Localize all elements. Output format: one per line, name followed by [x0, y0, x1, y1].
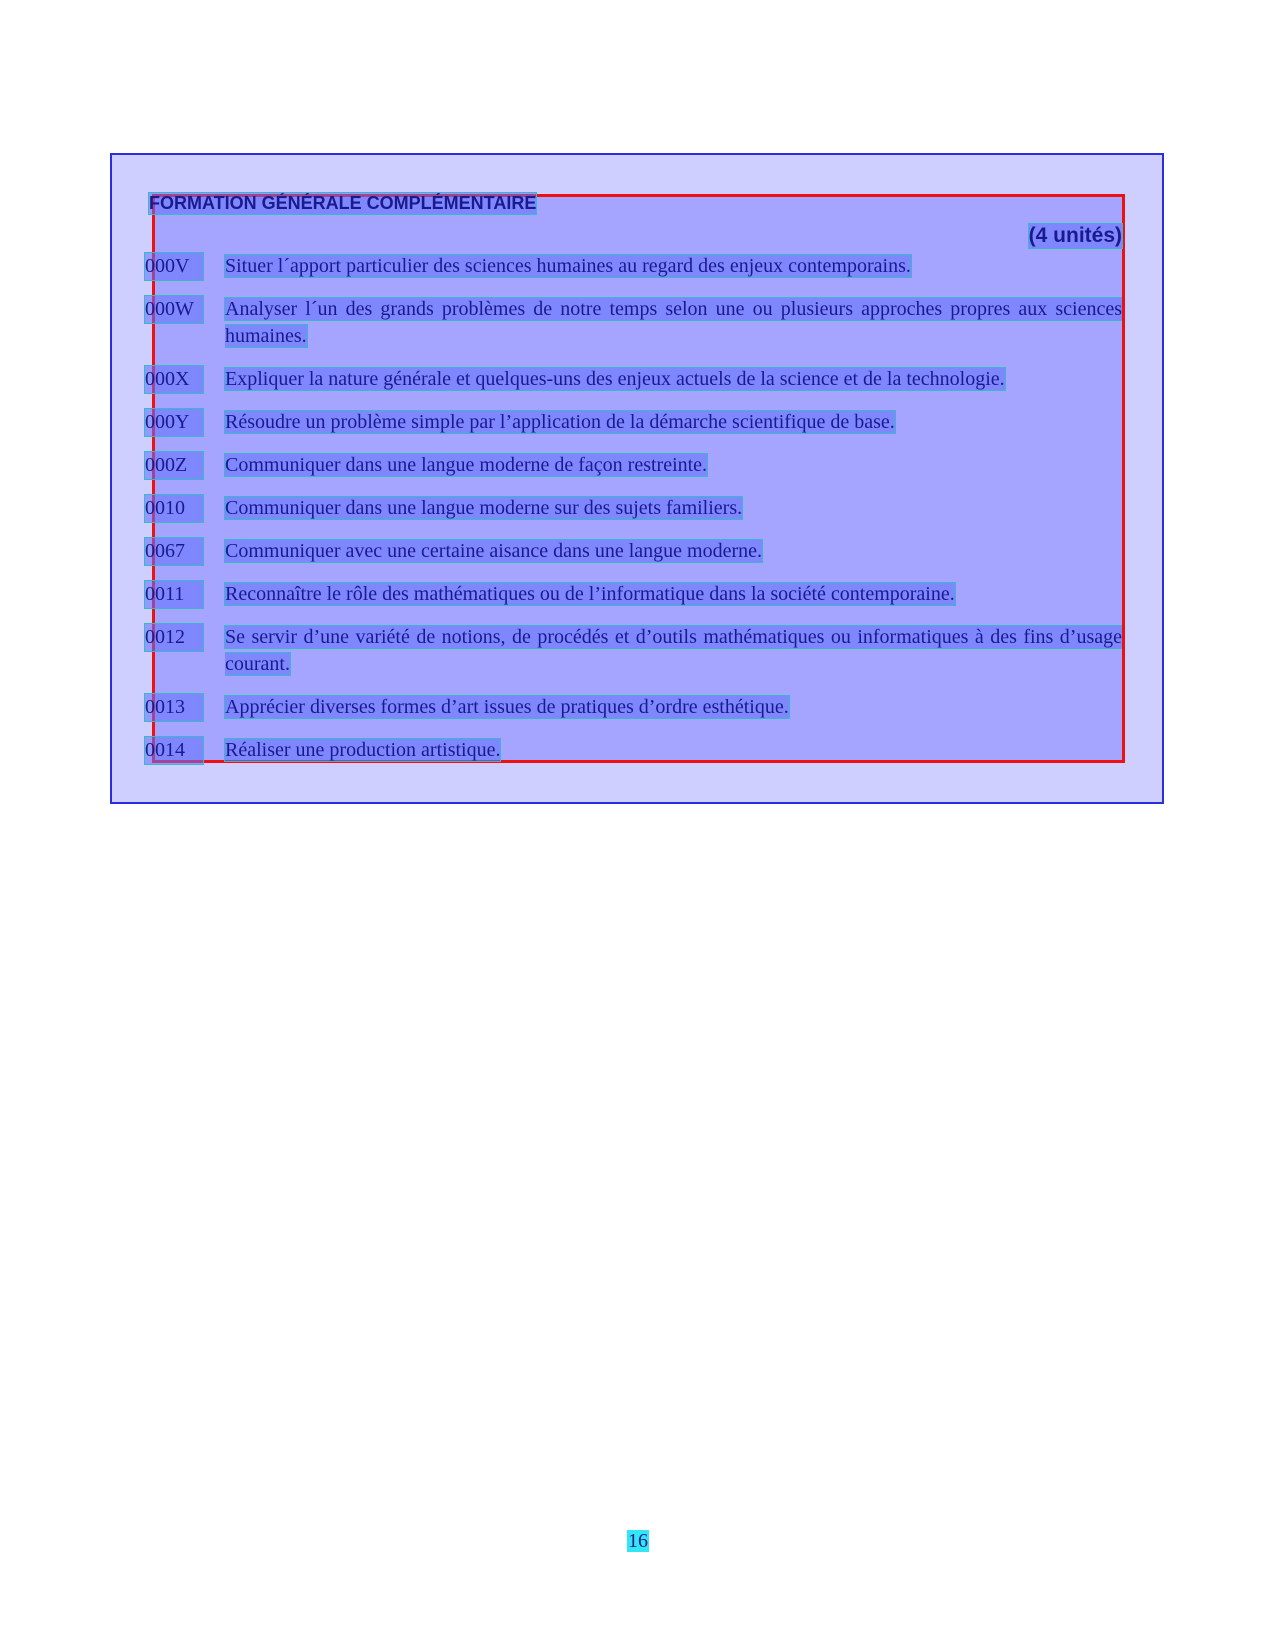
section-title: FORMATION GÉNÉRALE COMPLÉMENTAIRE — [149, 193, 537, 213]
competency-code: 000W — [145, 296, 203, 323]
competency-code: 000X — [145, 366, 203, 393]
competency-code: 0014 — [145, 737, 203, 764]
competency-description: Communiquer dans une langue moderne sur des sujets familiers. — [225, 497, 743, 519]
competency-description: Communiquer avec une certaine aisance dans une langue moderne. — [225, 540, 763, 562]
competency-description: Se servir d’une variété de notions, de procédés et d’outils mathématiques ou informatiques à des fins d’usage courant. — [225, 626, 1122, 675]
content-frame — [145, 193, 1125, 763]
competency-code: 0011 — [145, 581, 203, 608]
competency-code: 0010 — [145, 495, 203, 522]
competency-code: 0013 — [145, 694, 203, 721]
competency-code: 000V — [145, 253, 203, 280]
units-label: (4 unités) — [1028, 224, 1122, 247]
competency-code: 0067 — [145, 538, 203, 565]
competency-description: Situer l´apport particulier des sciences humaines au regard des enjeux contemporains. — [225, 255, 911, 277]
competency-description: Communiquer dans une langue moderne de façon restreinte. — [225, 454, 708, 476]
page-number: 16 — [628, 1530, 648, 1552]
competency-description: Réaliser une production artistique. — [225, 739, 501, 761]
competency-description: Expliquer la nature générale et quelques-uns des enjeux actuels de la science et de la technologie. — [225, 368, 1005, 390]
competency-code: 000Y — [145, 409, 203, 436]
competency-description: Analyser l´un des grands problèmes de notre temps selon une ou plusieurs approches propres aux sciences humaines. — [225, 298, 1122, 347]
competency-description: Résoudre un problème simple par l’application de la démarche scientifique de base. — [225, 411, 895, 433]
competency-description: Reconnaître le rôle des mathématiques ou de l’informatique dans la société contemporaine. — [225, 583, 955, 605]
competency-description: Apprécier diverses formes d’art issues de pratiques d’ordre esthétique. — [225, 696, 789, 718]
competency-code: 000Z — [145, 452, 203, 479]
competency-code: 0012 — [145, 624, 203, 651]
